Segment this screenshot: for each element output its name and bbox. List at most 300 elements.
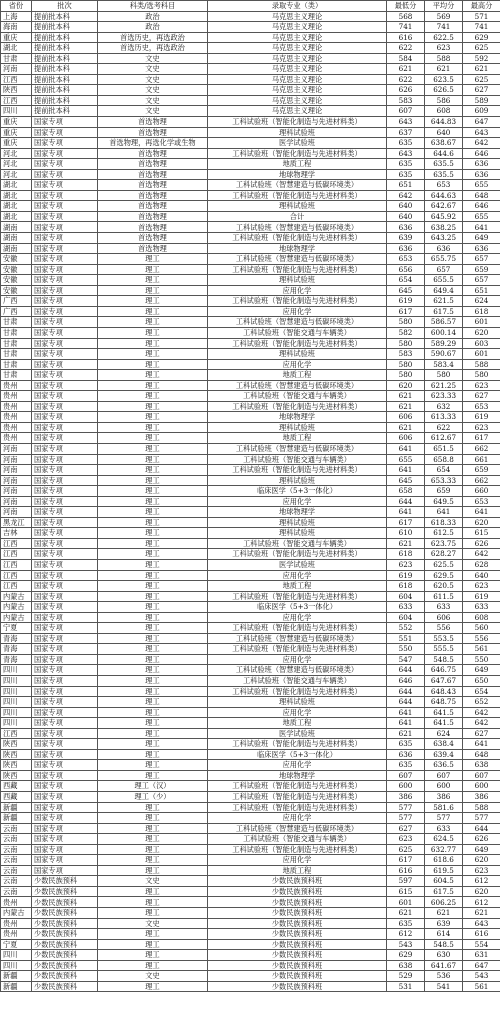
subject-cell: 理工 xyxy=(98,707,208,718)
major-cell: 工科试验班（智能交通与车辆类） xyxy=(208,327,387,338)
subject-cell: 理工 xyxy=(98,433,208,444)
province-cell: 河南 xyxy=(1,475,32,486)
subject-cell: 首选物理 xyxy=(98,222,208,233)
subject-cell: 理工 xyxy=(98,327,208,338)
avg-score-cell: 622 xyxy=(425,422,463,433)
batch-cell: 国家专项 xyxy=(32,201,98,212)
table-row xyxy=(1,359,500,370)
major-cell: 工科试验班（智能化制造与先进材料类） xyxy=(208,644,387,655)
subject-cell: 文史 xyxy=(98,918,208,929)
avg-score-cell: 536 xyxy=(425,971,463,982)
major-cell: 马克思主义理论 xyxy=(208,22,387,33)
table-row xyxy=(1,380,500,391)
major-cell: 工科试验班（智能化制造与先进材料类） xyxy=(208,233,387,244)
avg-score-cell: 655.5 xyxy=(425,275,463,286)
max-score-cell: 615 xyxy=(463,528,500,539)
table-row xyxy=(1,349,500,360)
province-cell: 湖北 xyxy=(1,211,32,222)
avg-score-cell: 548.5 xyxy=(425,654,463,665)
major-cell: 少数民族预科班 xyxy=(208,939,387,950)
batch-cell: 提前批本科 xyxy=(32,11,98,22)
subject-cell: 首选物理 xyxy=(98,127,208,138)
avg-score-cell: 653 xyxy=(425,180,463,191)
avg-score-cell: 644.83 xyxy=(425,117,463,128)
subject-cell: 理工 xyxy=(98,559,208,570)
subject-cell: 理工 xyxy=(98,486,208,497)
table-row xyxy=(1,22,500,33)
max-score-cell: 636 xyxy=(463,159,500,170)
table-row xyxy=(1,264,500,275)
batch-cell: 国家专项 xyxy=(32,538,98,549)
max-score-cell: 643 xyxy=(463,918,500,929)
table-row xyxy=(1,570,500,581)
batch-cell: 国家专项 xyxy=(32,443,98,454)
max-score-cell: 626 xyxy=(463,834,500,845)
avg-score-cell: 636.5 xyxy=(425,760,463,771)
table-row xyxy=(1,897,500,908)
table-row xyxy=(1,834,500,845)
batch-cell: 国家专项 xyxy=(32,665,98,676)
max-score-cell: 627 xyxy=(463,391,500,402)
subject-cell: 理工 xyxy=(98,412,208,423)
min-score-cell: 644 xyxy=(387,665,425,676)
max-score-cell: 660 xyxy=(463,486,500,497)
table-row xyxy=(1,465,500,476)
subject-cell: 理工 xyxy=(98,950,208,961)
min-score-cell: 601 xyxy=(387,897,425,908)
subject-cell: 理工 xyxy=(98,496,208,507)
max-score-cell: 560 xyxy=(463,623,500,634)
max-score-cell: 554 xyxy=(463,939,500,950)
province-cell: 江西 xyxy=(1,74,32,85)
batch-cell: 国家专项 xyxy=(32,792,98,803)
avg-score-cell: 644.63 xyxy=(425,190,463,201)
subject-cell: 理工 xyxy=(98,465,208,476)
major-cell: 少数民族预科班 xyxy=(208,960,387,971)
subject-cell: 理工 xyxy=(98,697,208,708)
max-score-cell: 647 xyxy=(463,117,500,128)
max-score-cell: 571 xyxy=(463,11,500,22)
min-score-cell: 643 xyxy=(387,117,425,128)
max-score-cell: 625 xyxy=(463,74,500,85)
table-row xyxy=(1,792,500,803)
subject-cell: 理工（汉） xyxy=(98,781,208,792)
subject-cell: 理工 xyxy=(98,254,208,265)
province-cell: 河南 xyxy=(1,454,32,465)
min-score-cell: 645 xyxy=(387,285,425,296)
batch-cell: 少数民族预科 xyxy=(32,950,98,961)
avg-score-cell: 588 xyxy=(425,53,463,64)
min-score-cell: 584 xyxy=(387,53,425,64)
subject-cell: 理工 xyxy=(98,549,208,560)
major-cell: 工科试验班（智能交通与车辆类） xyxy=(208,454,387,465)
header-max-score: 最高分 xyxy=(463,1,500,12)
table-row xyxy=(1,644,500,655)
avg-score-cell: 648.75 xyxy=(425,697,463,708)
min-score-cell: 646 xyxy=(387,676,425,687)
min-score-cell: 617 xyxy=(387,306,425,317)
avg-score-cell: 644.6 xyxy=(425,148,463,159)
province-cell: 云南 xyxy=(1,844,32,855)
subject-cell: 首选物理 xyxy=(98,180,208,191)
avg-score-cell: 620.5 xyxy=(425,581,463,592)
table-row xyxy=(1,528,500,539)
batch-cell: 国家专项 xyxy=(32,243,98,254)
subject-cell: 理工 xyxy=(98,813,208,824)
min-score-cell: 612 xyxy=(387,929,425,940)
max-score-cell: 550 xyxy=(463,654,500,665)
table-row xyxy=(1,813,500,824)
min-score-cell: 641 xyxy=(387,443,425,454)
min-score-cell: 583 xyxy=(387,95,425,106)
batch-cell: 国家专项 xyxy=(32,454,98,465)
province-cell: 四川 xyxy=(1,950,32,961)
major-cell: 马克思主义理论 xyxy=(208,85,387,96)
major-cell: 工科试验班（智能交通与车辆类） xyxy=(208,538,387,549)
major-cell: 工科试验班（智能化制造与先进材料类） xyxy=(208,148,387,159)
province-cell: 贵州 xyxy=(1,433,32,444)
min-score-cell: 615 xyxy=(387,886,425,897)
batch-cell: 少数民族预科 xyxy=(32,939,98,950)
subject-cell: 理工 xyxy=(98,528,208,539)
max-score-cell: 543 xyxy=(463,971,500,982)
avg-score-cell: 621.5 xyxy=(425,296,463,307)
major-cell: 工科试验班（智能化制造与先进材料类） xyxy=(208,190,387,201)
major-cell: 理科试验班 xyxy=(208,349,387,360)
table-row xyxy=(1,802,500,813)
batch-cell: 国家专项 xyxy=(32,391,98,402)
min-score-cell: 641 xyxy=(387,718,425,729)
avg-score-cell: 653.33 xyxy=(425,475,463,486)
subject-cell: 理工 xyxy=(98,612,208,623)
major-cell: 工科试验班（智能化制造与先进材料类） xyxy=(208,401,387,412)
province-cell: 河南 xyxy=(1,465,32,476)
max-score-cell: 601 xyxy=(463,349,500,360)
header-min-score: 最低分 xyxy=(387,1,425,12)
min-score-cell: 607 xyxy=(387,770,425,781)
major-cell: 工科试验班（智能化制造与先进材料类） xyxy=(208,549,387,560)
province-cell: 安徽 xyxy=(1,275,32,286)
max-score-cell: 603 xyxy=(463,338,500,349)
avg-score-cell: 586.57 xyxy=(425,317,463,328)
batch-cell: 国家专项 xyxy=(32,749,98,760)
max-score-cell: 620 xyxy=(463,886,500,897)
province-cell: 江西 xyxy=(1,559,32,570)
min-score-cell: 638 xyxy=(387,960,425,971)
avg-score-cell: 621.25 xyxy=(425,380,463,391)
max-score-cell: 589 xyxy=(463,95,500,106)
table-row xyxy=(1,117,500,128)
subject-cell: 理工 xyxy=(98,296,208,307)
major-cell: 马克思主义理论 xyxy=(208,11,387,22)
subject-cell: 理工 xyxy=(98,454,208,465)
major-cell: 马克思主义理论 xyxy=(208,106,387,117)
table-row xyxy=(1,559,500,570)
batch-cell: 国家专项 xyxy=(32,507,98,518)
table-row xyxy=(1,665,500,676)
table-row xyxy=(1,581,500,592)
min-score-cell: 577 xyxy=(387,813,425,824)
max-score-cell: 649 xyxy=(463,665,500,676)
min-score-cell: 386 xyxy=(387,792,425,803)
avg-score-cell: 586 xyxy=(425,95,463,106)
max-score-cell: 561 xyxy=(463,644,500,655)
major-cell: 地球物理学 xyxy=(208,507,387,518)
major-cell: 医学试验班 xyxy=(208,559,387,570)
min-score-cell: 621 xyxy=(387,401,425,412)
max-score-cell: 607 xyxy=(463,770,500,781)
header-batch: 批次 xyxy=(32,1,98,12)
major-cell: 应用化学 xyxy=(208,285,387,296)
avg-score-cell: 624 xyxy=(425,728,463,739)
subject-cell: 理工 xyxy=(98,443,208,454)
batch-cell: 国家专项 xyxy=(32,264,98,275)
max-score-cell: 620 xyxy=(463,855,500,866)
avg-score-cell: 647.67 xyxy=(425,676,463,687)
major-cell: 工科试验班（智慧建造与低碳环境类） xyxy=(208,380,387,391)
major-cell: 工科试验班（智慧建造与低碳环境类） xyxy=(208,180,387,191)
subject-cell: 理工 xyxy=(98,960,208,971)
province-cell: 陕西 xyxy=(1,739,32,750)
batch-cell: 少数民族预科 xyxy=(32,908,98,919)
subject-cell: 政治 xyxy=(98,11,208,22)
avg-score-cell: 611.5 xyxy=(425,591,463,602)
province-cell: 江西 xyxy=(1,538,32,549)
max-score-cell: 648 xyxy=(463,190,500,201)
avg-score-cell: 629.5 xyxy=(425,570,463,581)
batch-cell: 国家专项 xyxy=(32,528,98,539)
table-row xyxy=(1,760,500,771)
province-cell: 重庆 xyxy=(1,117,32,128)
avg-score-cell: 569 xyxy=(425,11,463,22)
min-score-cell: 621 xyxy=(387,908,425,919)
max-score-cell: 655 xyxy=(463,180,500,191)
max-score-cell: 653 xyxy=(463,496,500,507)
max-score-cell: 601 xyxy=(463,317,500,328)
province-cell: 青海 xyxy=(1,644,32,655)
min-score-cell: 635 xyxy=(387,918,425,929)
avg-score-cell: 659 xyxy=(425,486,463,497)
batch-cell: 国家专项 xyxy=(32,338,98,349)
table-row xyxy=(1,296,500,307)
batch-cell: 国家专项 xyxy=(32,254,98,265)
subject-cell: 理工 xyxy=(98,908,208,919)
min-score-cell: 644 xyxy=(387,496,425,507)
avg-score-cell: 639.4 xyxy=(425,749,463,760)
max-score-cell: 649 xyxy=(463,844,500,855)
subject-cell: 首选物理，再选化学或生物 xyxy=(98,138,208,149)
avg-score-cell: 607 xyxy=(425,770,463,781)
min-score-cell: 635 xyxy=(387,169,425,180)
table-row xyxy=(1,908,500,919)
min-score-cell: 639 xyxy=(387,233,425,244)
min-score-cell: 635 xyxy=(387,159,425,170)
batch-cell: 国家专项 xyxy=(32,707,98,718)
subject-cell: 理工 xyxy=(98,865,208,876)
max-score-cell: 636 xyxy=(463,243,500,254)
min-score-cell: 623 xyxy=(387,834,425,845)
avg-score-cell: 648.43 xyxy=(425,686,463,697)
table-row xyxy=(1,275,500,286)
max-score-cell: 625 xyxy=(463,43,500,54)
major-cell: 工科试验班（智能交通与车辆类） xyxy=(208,676,387,687)
subject-cell: 文史 xyxy=(98,971,208,982)
batch-cell: 国家专项 xyxy=(32,644,98,655)
avg-score-cell: 641.5 xyxy=(425,707,463,718)
province-cell: 宁夏 xyxy=(1,623,32,634)
avg-score-cell: 625.5 xyxy=(425,559,463,570)
table-row xyxy=(1,612,500,623)
province-cell: 四川 xyxy=(1,697,32,708)
table-row xyxy=(1,11,500,22)
max-score-cell: 612 xyxy=(463,897,500,908)
max-score-cell: 618 xyxy=(463,306,500,317)
table-row xyxy=(1,106,500,117)
table-row xyxy=(1,496,500,507)
major-cell: 地质工程 xyxy=(208,581,387,592)
batch-cell: 国家专项 xyxy=(32,865,98,876)
table-row xyxy=(1,602,500,613)
batch-cell: 国家专项 xyxy=(32,517,98,528)
max-score-cell: 608 xyxy=(463,612,500,623)
table-row xyxy=(1,517,500,528)
major-cell: 合计 xyxy=(208,211,387,222)
max-score-cell: 600 xyxy=(463,781,500,792)
max-score-cell: 620 xyxy=(463,517,500,528)
min-score-cell: 616 xyxy=(387,32,425,43)
avg-score-cell: 622.5 xyxy=(425,32,463,43)
major-cell: 理科试验班 xyxy=(208,697,387,708)
batch-cell: 国家专项 xyxy=(32,380,98,391)
batch-cell: 国家专项 xyxy=(32,781,98,792)
subject-cell: 理工 xyxy=(98,507,208,518)
subject-cell: 理工 xyxy=(98,886,208,897)
subject-cell: 理工 xyxy=(98,517,208,528)
subject-cell: 理工 xyxy=(98,665,208,676)
major-cell: 马克思主义理论 xyxy=(208,74,387,85)
major-cell: 地质工程 xyxy=(208,433,387,444)
batch-cell: 国家专项 xyxy=(32,159,98,170)
subject-cell: 理工 xyxy=(98,686,208,697)
min-score-cell: 551 xyxy=(387,633,425,644)
table-row xyxy=(1,929,500,940)
major-cell: 工科试验班（智能化制造与先进材料类） xyxy=(208,686,387,697)
batch-cell: 国家专项 xyxy=(32,285,98,296)
table-row xyxy=(1,138,500,149)
province-cell: 重庆 xyxy=(1,138,32,149)
min-score-cell: 640 xyxy=(387,201,425,212)
major-cell: 工科试验班（智能化制造与先进材料类） xyxy=(208,338,387,349)
province-cell: 四川 xyxy=(1,686,32,697)
subject-cell: 政治 xyxy=(98,22,208,33)
batch-cell: 少数民族预科 xyxy=(32,897,98,908)
major-cell: 工科试验班（智能化制造与先进材料类） xyxy=(208,465,387,476)
min-score-cell: 577 xyxy=(387,802,425,813)
table-row xyxy=(1,855,500,866)
avg-score-cell: 639 xyxy=(425,918,463,929)
table-row xyxy=(1,939,500,950)
max-score-cell: 617 xyxy=(463,433,500,444)
subject-cell: 文史 xyxy=(98,106,208,117)
major-cell: 工科试验班（智能化制造与先进材料类） xyxy=(208,591,387,602)
province-cell: 内蒙古 xyxy=(1,612,32,623)
subject-cell: 理工 xyxy=(98,317,208,328)
min-score-cell: 645 xyxy=(387,475,425,486)
table-row xyxy=(1,918,500,929)
max-score-cell: 386 xyxy=(463,792,500,803)
subject-cell: 理工 xyxy=(98,834,208,845)
province-cell: 河北 xyxy=(1,169,32,180)
major-cell: 应用化学 xyxy=(208,570,387,581)
subject-cell: 首选物理 xyxy=(98,233,208,244)
min-score-cell: 640 xyxy=(387,211,425,222)
major-cell: 理科试验班 xyxy=(208,475,387,486)
batch-cell: 国家专项 xyxy=(32,581,98,592)
subject-cell: 理工 xyxy=(98,570,208,581)
table-row xyxy=(1,770,500,781)
avg-score-cell: 618.6 xyxy=(425,855,463,866)
subject-cell: 理工 xyxy=(98,823,208,834)
batch-cell: 国家专项 xyxy=(32,465,98,476)
avg-score-cell: 617.5 xyxy=(425,306,463,317)
batch-cell: 国家专项 xyxy=(32,570,98,581)
batch-cell: 国家专项 xyxy=(32,823,98,834)
table-body xyxy=(1,11,500,992)
province-cell: 甘肃 xyxy=(1,349,32,360)
avg-score-cell: 649.5 xyxy=(425,496,463,507)
max-score-cell: 641 xyxy=(463,739,500,750)
batch-cell: 提前批本科 xyxy=(32,95,98,106)
min-score-cell: 641 xyxy=(387,507,425,518)
subject-cell: 理工 xyxy=(98,581,208,592)
province-cell: 四川 xyxy=(1,676,32,687)
table-row xyxy=(1,422,500,433)
table-row xyxy=(1,538,500,549)
subject-cell: 理工 xyxy=(98,897,208,908)
min-score-cell: 604 xyxy=(387,612,425,623)
province-cell: 新疆 xyxy=(1,802,32,813)
table-row xyxy=(1,454,500,465)
province-cell: 甘肃 xyxy=(1,53,32,64)
max-score-cell: 619 xyxy=(463,591,500,602)
min-score-cell: 543 xyxy=(387,939,425,950)
min-score-cell: 617 xyxy=(387,517,425,528)
max-score-cell: 621 xyxy=(463,64,500,75)
province-cell: 河南 xyxy=(1,496,32,507)
province-cell: 宁夏 xyxy=(1,939,32,950)
table-row xyxy=(1,254,500,265)
province-cell: 甘肃 xyxy=(1,370,32,381)
subject-cell: 理工 xyxy=(98,370,208,381)
header-avg-score: 平均分 xyxy=(425,1,463,12)
batch-cell: 国家专项 xyxy=(32,475,98,486)
province-cell: 湖南 xyxy=(1,222,32,233)
subject-cell: 理工 xyxy=(98,644,208,655)
batch-cell: 国家专项 xyxy=(32,233,98,244)
avg-score-cell: 556 xyxy=(425,623,463,634)
major-cell: 地质工程 xyxy=(208,865,387,876)
table-row xyxy=(1,74,500,85)
major-cell: 工科试验班（智慧建造与低碳环境类） xyxy=(208,317,387,328)
table-row xyxy=(1,53,500,64)
avg-score-cell: 614 xyxy=(425,929,463,940)
avg-score-cell: 555.5 xyxy=(425,644,463,655)
max-score-cell: 619 xyxy=(463,412,500,423)
table-row xyxy=(1,876,500,887)
batch-cell: 国家专项 xyxy=(32,117,98,128)
subject-cell: 理工 xyxy=(98,739,208,750)
table-row xyxy=(1,739,500,750)
